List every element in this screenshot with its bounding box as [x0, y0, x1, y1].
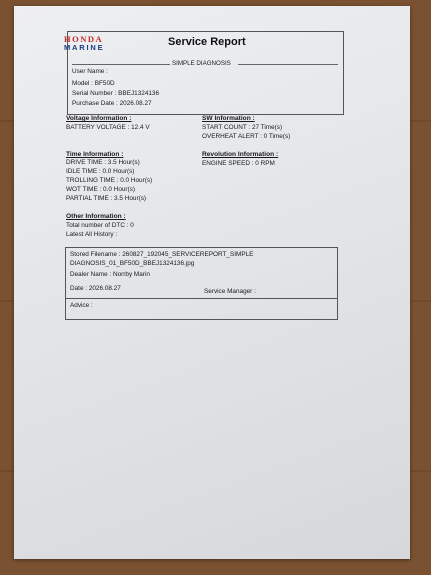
start-count: START COUNT : 27 Time(s) [202, 124, 283, 131]
partial-time: PARTIAL TIME : 3.5 Hour(s) [66, 195, 147, 202]
stored-filename-line1: Stored Filename : 260827_192045_SERVICEREPORT_SIMPLE [70, 251, 254, 258]
serial-number: Serial Number : BBEJ1324136 [72, 90, 160, 97]
logo-honda: HONDA [64, 34, 104, 44]
service-manager: Service Manager : [204, 288, 256, 295]
honda-marine-logo [64, 34, 130, 52]
dtc-count: Total number of DTC : 0 [66, 222, 134, 229]
subtitle: SIMPLE DIAGNOSIS [172, 60, 231, 67]
voltage-heading: Voltage Information : [66, 115, 132, 122]
wot-time: WOT TIME : 0.0 Hour(s) [66, 186, 136, 193]
idle-time: IDLE TIME : 0.0 Hour(s) [66, 168, 135, 175]
latest-history: Latest All History : [66, 231, 118, 238]
report-date: Date : 2026.08.27 [70, 285, 121, 292]
battery-voltage: BATTERY VOLTAGE : 12.4 V [66, 124, 150, 131]
model: Model : BF50D [72, 80, 115, 87]
time-heading: Time Information : [66, 151, 124, 158]
subtitle-rule-left [72, 64, 170, 65]
drive-time: DRIVE TIME : 3.5 Hour(s) [66, 159, 140, 166]
advice-box [65, 298, 338, 320]
dealer-name: Dealer Name : Norrby Marin [70, 271, 150, 278]
advice: Advice : [70, 302, 93, 309]
overheat-alert: OVERHEAT ALERT : 0 Time(s) [202, 133, 291, 140]
trolling-time: TROLLING TIME : 0.0 Hour(s) [66, 177, 153, 184]
other-heading: Other Information : [66, 213, 126, 220]
user-name: User Name : [72, 68, 108, 75]
page-title: Service Report [168, 36, 246, 48]
logo-marine: MARINE [64, 43, 105, 52]
subtitle-rule-right [238, 64, 338, 65]
sw-heading: SW Information : [202, 115, 255, 122]
revolution-heading: Revolution Information : [202, 151, 279, 158]
stored-filename-line2: DIAGNOSIS_01_BF50D_BBEJ1324136.jpg [70, 260, 195, 267]
engine-speed: ENGINE SPEED : 0 RPM [202, 160, 275, 167]
purchase-date: Purchase Date : 2026.08.27 [72, 100, 152, 107]
